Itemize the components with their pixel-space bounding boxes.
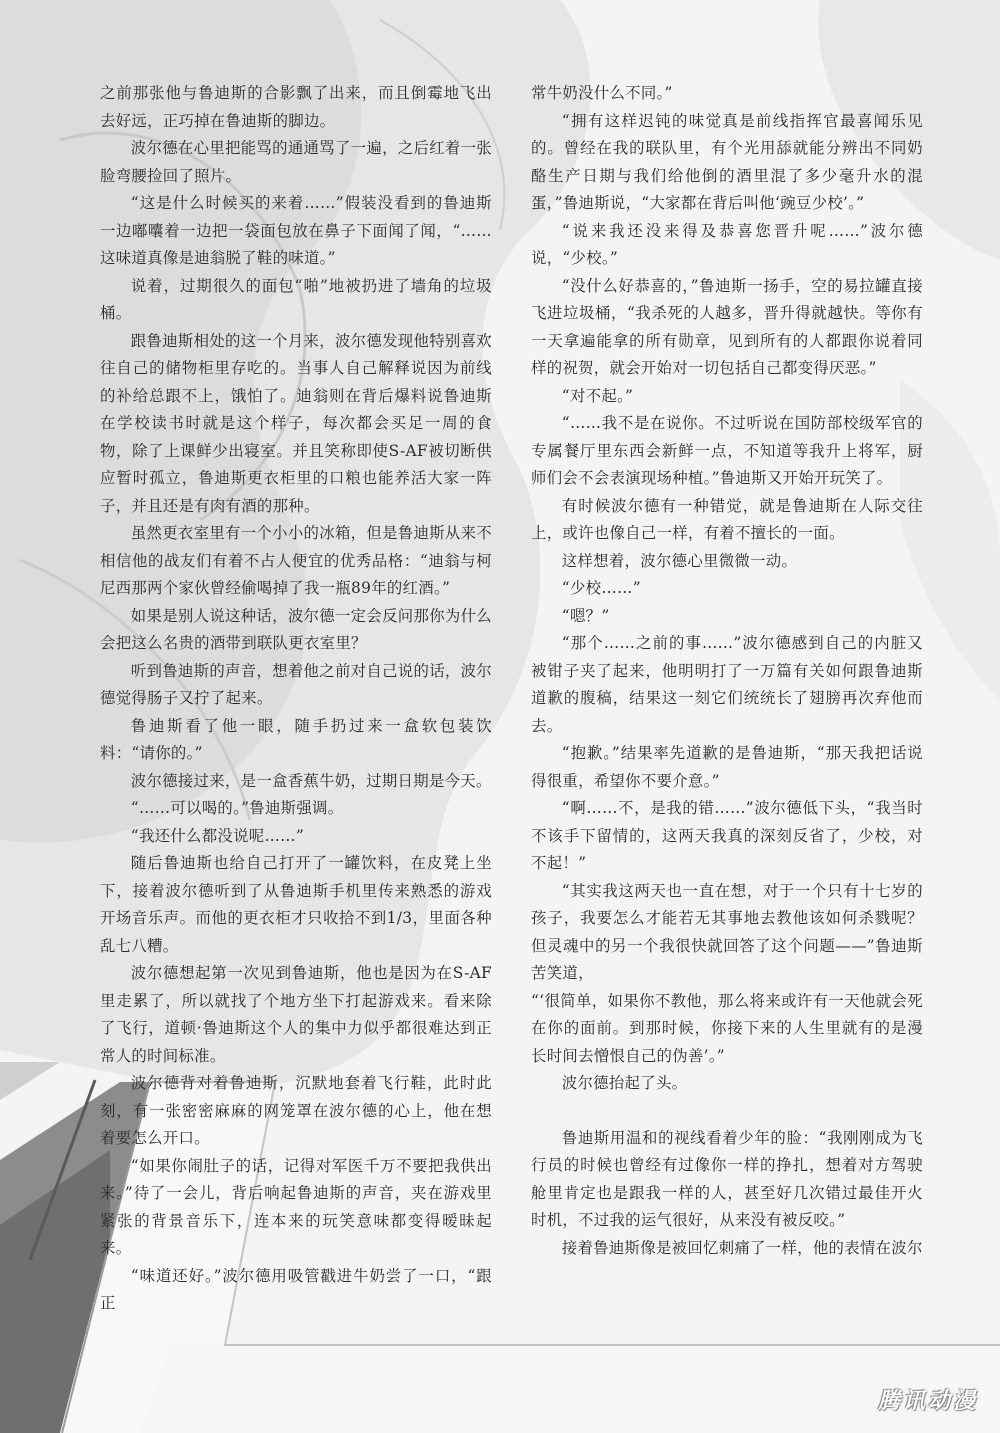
left-text-column: [100, 80, 492, 1318]
paragraph: “啊……不，是我的错……”波尔德低下头，“我当时不该手下留情的，这两天我真的深刻反省了，少校，对不起！”: [531, 799, 923, 872]
paragraph: “‘很简单，如果你不教他，那么将来或许有一天他就会死在你的面前。到那时候，你接下来的人生里就有的是漫长时间去憎恨自己的伪善’。”: [531, 991, 923, 1065]
paragraph: 说着，过期很久的面包“啪”地被扔进了墙角的垃圾桶。: [100, 276, 492, 322]
paragraph: 波尔德接过来，是一盒香蕉牛奶，过期日期是今天。: [130, 771, 492, 790]
paragraph: 波尔德背对着鲁迪斯，沉默地套着飞行鞋，此时此刻，有一张密密麻麻的网笼罩在波尔德的心上，他在想着要怎么开口。: [100, 1074, 492, 1147]
paragraph: “拥有这样迟钝的味觉真是前线指挥官最喜闻乐见的。曾经在我的联队里，有个光用舔就能分辨出不同奶酪生产日期与我们给他倒的酒里混了多少毫升水的混蛋，”鲁迪斯说，“大家都在背后叫他‘豌豆少校’。”: [531, 111, 923, 212]
paragraph: “少校……”: [561, 579, 641, 597]
paragraph: 之前那张他与鲁迪斯的合影飘了出来，而且倒霉地飞出去好远，正巧掉在鲁迪斯的脚边。: [100, 84, 492, 130]
paragraph: “对不起。”: [561, 386, 634, 405]
paragraph: 波尔德在心里把能骂的通通骂了一遍，之后红着一张脸弯腰捡回了照片。: [100, 139, 492, 185]
paragraph: 虽然更衣室里有一个小小的冰箱，但是鲁迪斯从来不相信他的战友们有着不占人便宜的优秀品格：“迪翁与柯尼西那两个家伙曾经偷喝掉了我一瓶89年的红酒。”: [100, 524, 492, 597]
paragraph: 听到鲁迪斯的声音，想着他之前对自己说的话，波尔德觉得肠子又拧了起来。: [100, 661, 492, 707]
paragraph: “那个……之前的事……”波尔德感到自己的内脏又被钳子夹了起来，他明明打了一万篇有关如何跟鲁迪斯道歉的腹稿，结果这一刻它们统统长了翅膀再次弃他而去。: [531, 634, 923, 735]
paragraph: “我还什么都没说呢……”: [130, 826, 305, 845]
paragraph: 随后鲁迪斯也给自己打开了一罐饮料，在皮凳上坐下，接着波尔德听到了从鲁迪斯手机里传来熟悉的游戏开场音乐声。而他的更衣柜才只收拾不到1/3，里面各种乱七八糟。: [100, 854, 492, 955]
paragraph: “味道还好。”波尔德用吸管戳进牛奶尝了一口，“跟正: [100, 1266, 492, 1312]
paragraph: 有时候波尔德有一种错觉，就是鲁迪斯在人际交往上，或许也像自己一样，有着不擅长的一面。: [531, 496, 923, 542]
paragraph: 鲁迪斯用温和的视线看着少年的脸：“我刚刚成为飞行员的时候也曾经有过像你一样的挣扎，想着对方驾驶舱里肯定也是跟我一样的人，甚至好几次错过最佳开火时机，不过我的运气很好，从来没有被反咬。”: [531, 1128, 923, 1229]
paragraph: “……我不是在说你。不过听说在国防部校级军官的专属餐厅里东西会新鲜一点，不知道等我升上将军，厨师们会不会表演现场种植。”鲁迪斯又开始开玩笑了。: [531, 414, 923, 487]
paragraph: 波尔德抬起了头。: [561, 1074, 688, 1092]
paragraph: 如果是别人说这种话，波尔德一定会反问那你为什么会把这么名贵的酒带到联队更衣室里？: [100, 606, 492, 652]
paragraph: 常牛奶没什么不同。”: [531, 84, 673, 102]
paragraph: 鲁迪斯看了他一眼，随手扔过来一盒软包装饮料：“请你的。”: [100, 716, 492, 762]
paragraph: “其实我这两天也一直在想，对于一个只有十七岁的孩子，我要怎么才能若无其事地去教他该如何杀戮呢？但灵魂中的另一个我很快就回答了这个问题——”鲁迪斯苦笑道，: [531, 881, 923, 982]
paragraph: “如果你闹肚子的话，记得对军医千万不要把我供出来。”待了一会儿，背后响起鲁迪斯的声音，夹在游戏里紧张的背景音乐下，连本来的玩笑意味都变得暧昧起来。: [100, 1156, 492, 1257]
paragraph: 跟鲁迪斯相处的这一个月来，波尔德发现他特别喜欢往自己的储物柜里存吃的。当事人自己解释说因为前线的补给总跟不上，饿怕了。迪翁则在背后爆料说鲁迪斯在学校读书时就是这个样子，每次都会买足一周的食物，除了上课鲜少出寝室。并且笑称即使S-AF被切断供应暂时孤立，鲁迪斯更衣柜里的口粮也能养活大家一阵子，并且还是有肉有酒的那种。: [100, 331, 492, 515]
paragraph: “没什么好恭喜的，”鲁迪斯一扬手，空的易拉罐直接飞进垃圾桶，“我杀死的人越多，晋升得就越快。等你有一天拿遍能拿的所有勋章，见到所有的人都跟你说着同样的祝贺，就会开始对一切包括自己都变得厌恶。”: [531, 276, 923, 377]
paragraph: “这是什么时候买的来着……”假装没看到的鲁迪斯一边嘟囔着一边把一袋面包放在鼻子下面闻了闻，“……这味道真像是迪翁脱了鞋的味道。”: [100, 194, 492, 267]
right-text-column: [531, 80, 923, 1262]
paragraph: “抱歉。”结果率先道歉的是鲁迪斯，“那天我把话说得很重，希望你不要介意。”: [531, 744, 923, 790]
watermark-logo: 腾讯动漫: [877, 1389, 978, 1414]
paragraph: “……可以喝的。”鲁迪斯强调。: [130, 799, 344, 817]
paragraph: 接着鲁迪斯像是被回忆刺痛了一样，他的表情在波尔: [561, 1238, 923, 1257]
paragraph: 这样想着，波尔德心里微微一动。: [561, 551, 798, 570]
paragraph: “说来我还没来得及恭喜您晋升呢……”波尔德说，“少校。”: [531, 221, 923, 267]
paragraph: “嗯？”: [561, 606, 610, 625]
paragraph: 波尔德想起第一次见到鲁迪斯，他也是因为在S-AF里走累了，所以就找了个地方坐下打起游戏来。看来除了飞行，道顿·鲁迪斯这个人的集中力似乎都很难达到正常人的时间标准。: [100, 964, 492, 1065]
